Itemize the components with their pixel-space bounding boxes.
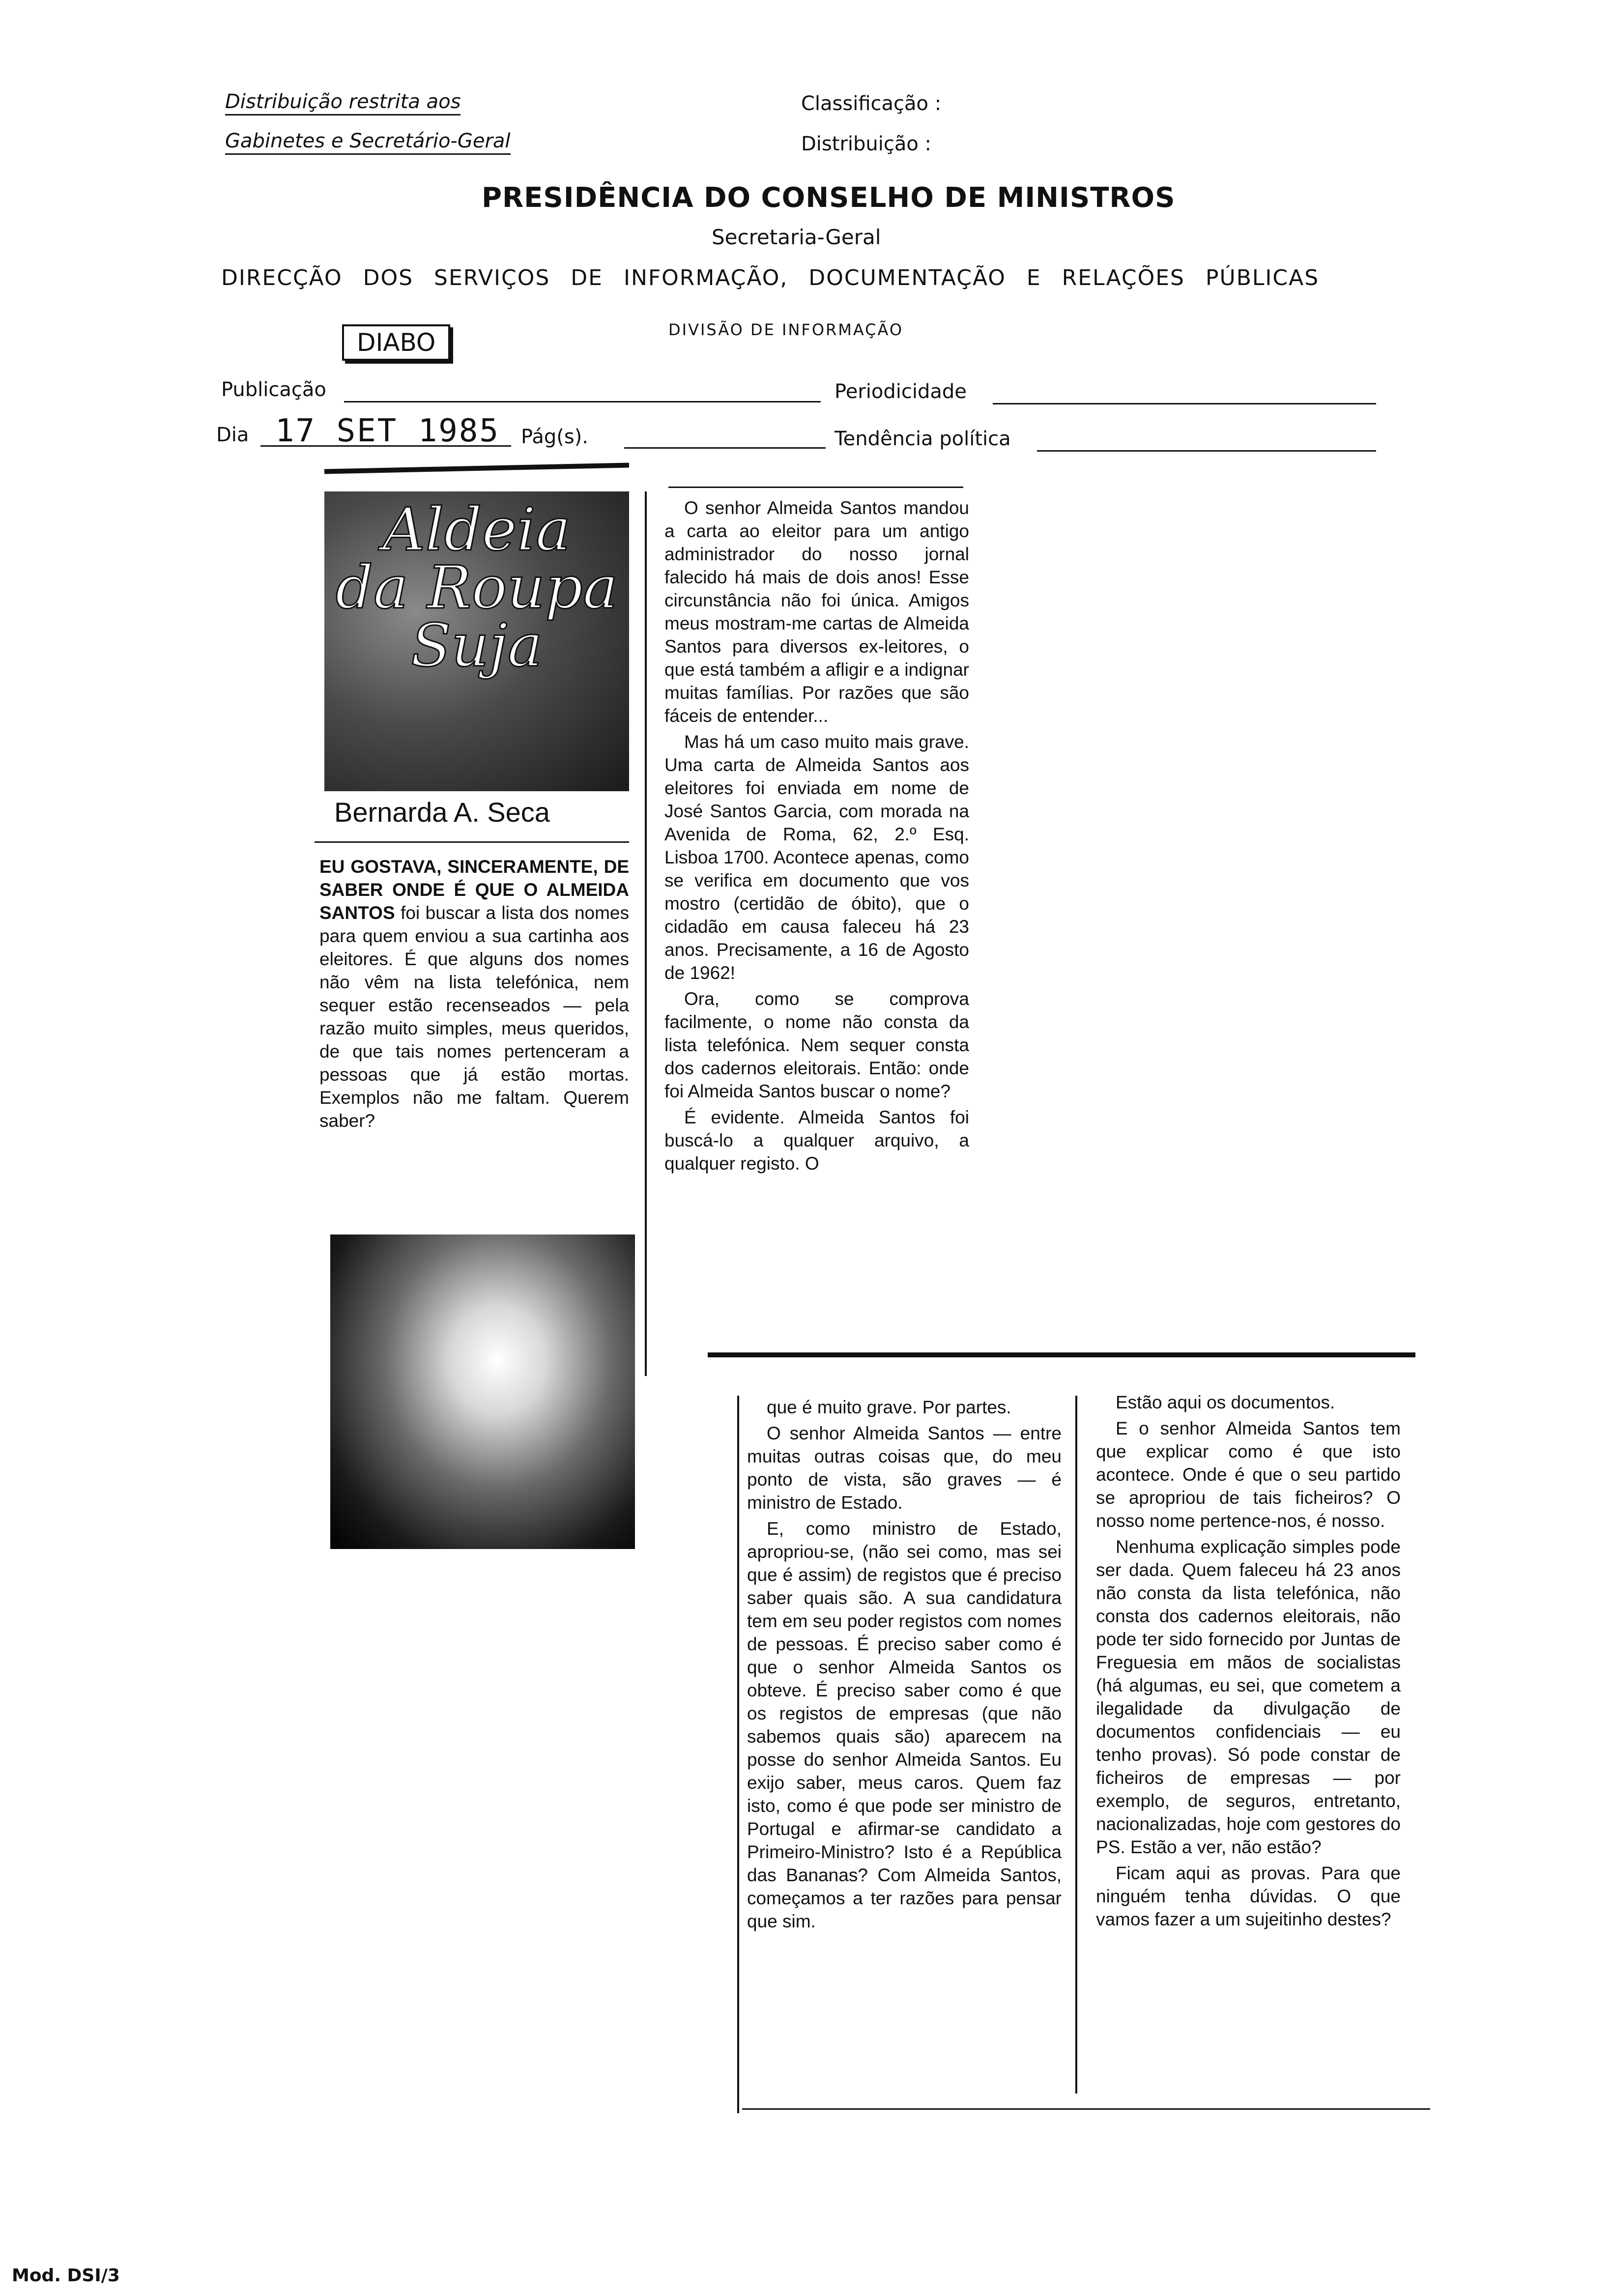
col2-paragraph-4: É evidente. Almeida Santos foi buscá-lo a qualquer arquivo, a qualquer registo. O xyxy=(664,1107,969,1174)
col4-paragraph-4: Ficam aqui as provas. Para que ninguém tenha dúvidas. O que vamos fazer a um sujeitinho destes? xyxy=(1096,1863,1401,1929)
column-divider-3 xyxy=(1075,1396,1077,2094)
byline-rule xyxy=(315,841,629,843)
divisao-line: DIVISÃO DE INFORMAÇÃO xyxy=(668,320,904,339)
article-column-1 xyxy=(319,855,629,1135)
publicacao-label: Publicação xyxy=(221,378,326,401)
col2-paragraph-2: Mas há um caso muito mais grave. Uma carta de Almeida Santos aos eleitores foi enviada em nome de José Santos Garcia, com morada na Avenida de Roma, 62, 2.º Esq. Lisboa 1700. Acontece apenas, como se verifica em documento que vos mostro (certidão de óbito), que o cidadão em causa faleceu há 23 anos. Precisamente, a 16 de Agosto de 1962! xyxy=(664,732,969,983)
column-title-line-3: Suja xyxy=(410,612,543,680)
col3-paragraph-3: E, como ministro de Estado, apropriou-se, (não sei como, mas sei que é assim) de registos que é preciso saber quais são. A sua candidatura tem em seu poder registos com nomes de pessoas. É preciso saber como é que o senhor Almeida Santos os obteve. É preciso saber como é que os registos de empresas (que não sabemos quais são) aparecem na posse do senhor Almeida Santos. Eu exijo saber, meus caros. Quem faz isto, como é que pode ser ministro de Portugal e afirmar-se candidato a Primeiro-Ministro? Isto é a República das Bananas? Com Almeida Santos, começamos a ter razões para pensar que sim. xyxy=(747,1519,1062,1931)
column-banner-photo xyxy=(324,491,629,791)
col4-paragraph-2: E o senhor Almeida Santos tem que explicar como é que isto acontece. Onde é que o seu partido se apropriou de tais ficheiros? O nosso nome pertence-nos, é nosso. xyxy=(1096,1418,1401,1531)
direccao-line: DIRECÇÃO DOS SERVIÇOS DE INFORMAÇÃO, DOCUMENTAÇÃO E RELAÇÕES PÚBLICAS xyxy=(221,265,1320,290)
column-divider-1 xyxy=(645,491,647,1376)
pags-label: Pág(s). xyxy=(521,426,588,448)
col2-paragraph-1: O senhor Almeida Santos mandou a carta ao eleitor para um antigo administrador do nosso jornal falecido há mais de dois anos! Esse circunstância não foi única. Amigos meus mostram-me cartas de Almeida Santos para diversos ex-leitores, o que está também a afligir e a indignar muitas famílias. Por razões que são fáceis de entender... xyxy=(664,498,969,726)
byline: Bernarda A. Seca xyxy=(334,797,550,828)
lower-section-rule xyxy=(708,1352,1415,1357)
pags-line xyxy=(624,428,826,449)
clipping-top-rule-right xyxy=(668,487,963,488)
date-value: 17 SET 1985 xyxy=(275,413,500,449)
col4-paragraph-3: Nenhuma explicação simples pode ser dada. Quem faleceu há 23 anos não consta da lista telefónica, não consta dos cadernos eleitorais, não pode ter sido fornecido por Juntas de Freguesia em mãos de socialistas (há algumas, eu sei, que cometem a ilegalidade da divulgação de documentos confidenciais — eu tenho provas). Só pode constar de ficheiros de empresas — por exemplo, de seguros, entretanto, nacionalizadas, hoje com gestores do PS. Estão a ver, não estão? xyxy=(1096,1537,1401,1857)
page-title: PRESIDÊNCIA DO CONSELHO DE MINISTROS xyxy=(482,182,1176,214)
col1-lead: EU GOSTAVA, SINCERAMENTE, DE SABER ONDE É QUE O ALMEIDA SANTOS xyxy=(319,857,629,923)
column-title-line-1: Aldeia xyxy=(382,496,571,564)
form-code: Mod. DSI/3 xyxy=(12,2266,120,2286)
periodicidade-line xyxy=(993,383,1376,404)
article-column-2 xyxy=(664,496,969,1178)
tendencia-line xyxy=(1037,430,1376,452)
dia-label: Dia xyxy=(216,424,249,446)
article-column-4 xyxy=(1096,1391,1401,1934)
publicacao-line xyxy=(344,381,821,402)
tendencia-label: Tendência política xyxy=(835,428,1011,450)
col4-paragraph-1: Estão aqui os documentos. xyxy=(1116,1392,1335,1412)
restriction-line-1: Distribuição restrita aos xyxy=(225,90,461,115)
col1-text: foi buscar a lista dos nomes para quem enviou a sua cartinha aos eleitores. É que alguns dos nomes não vêm na lista telefónica, nem sequer estão recenseados — pela razão muito simples, meus queridos, de que tais nomes pertenceram a pessoas que já estão mortas. Exemplos não me faltam. Querem saber? xyxy=(319,903,629,1131)
col3-paragraph-1: que é muito grave. Por partes. xyxy=(767,1397,1011,1417)
column-title-line-2: da Roupa xyxy=(335,554,618,622)
article-column-3 xyxy=(747,1396,1062,1936)
date-line xyxy=(260,426,511,447)
clipping-top-rule-left xyxy=(324,463,629,474)
col3-paragraph-2: O senhor Almeida Santos — entre muitas outras coisas que, do meu ponto de vista, são graves — é ministro de Estado. xyxy=(747,1423,1062,1513)
column-divider-2 xyxy=(737,1396,739,2113)
publication-stamp: DIABO xyxy=(342,324,450,361)
distribuicao-label: Distribuição : xyxy=(801,133,932,155)
restriction-line-2: Gabinetes e Secretário-Geral xyxy=(225,130,511,155)
classificacao-label: Classificação : xyxy=(801,92,942,115)
periodicidade-label: Periodicidade xyxy=(835,380,967,403)
lower-bottom-rule xyxy=(742,2108,1430,2110)
col2-paragraph-3: Ora, como se comprova facilmente, o nome não consta da lista telefónica. Nem sequer consta dos cadernos eleitorais. Então: onde foi Almeida Santos buscar o nome? xyxy=(664,989,969,1101)
page-subtitle: Secretaria-Geral xyxy=(712,225,881,249)
portrait-photo xyxy=(330,1234,635,1549)
